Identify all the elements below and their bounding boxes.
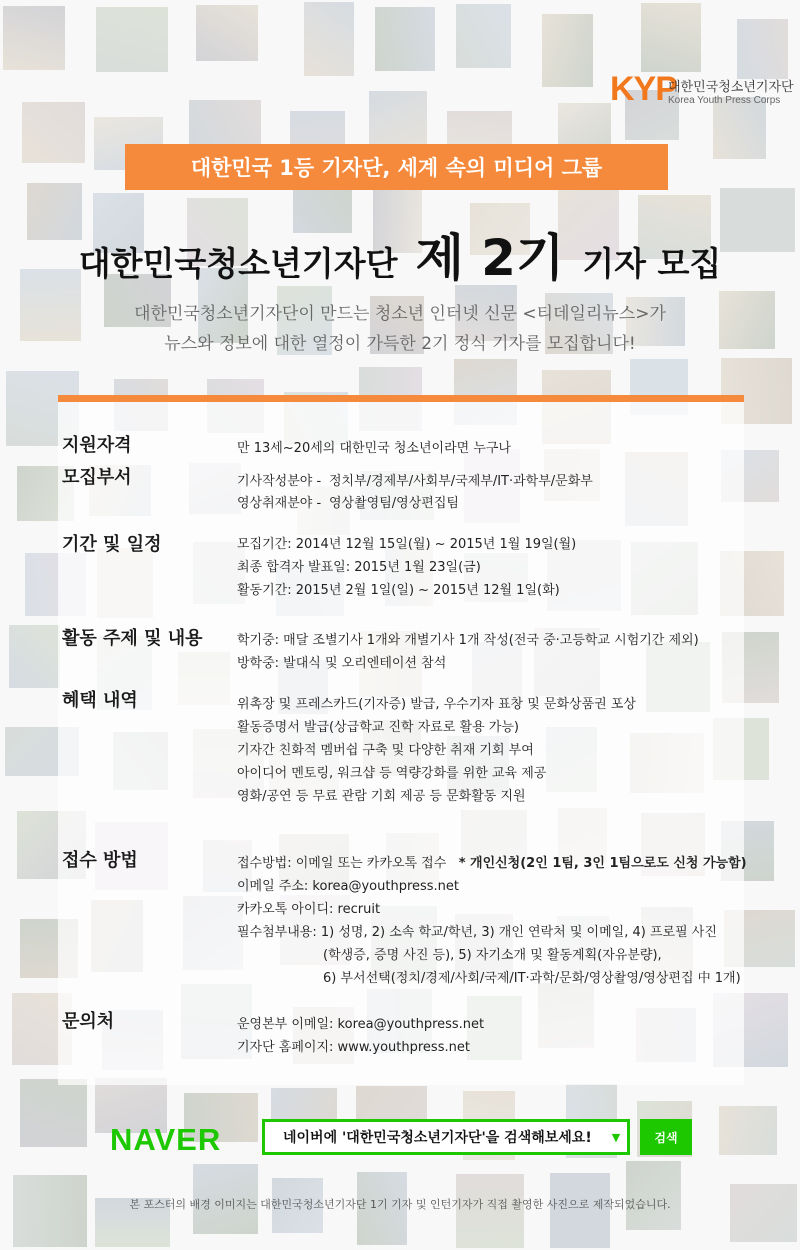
kyp-logo: KYP	[610, 70, 677, 108]
department-value: 영상촬영팀/영상편집팀	[329, 496, 459, 511]
benefit-line: 위촉장 및 프레스카드(기자증) 발급, 우수기자 표창 및 문화상품권 포상	[237, 697, 636, 712]
label-eligibility: 지원자격	[62, 435, 132, 456]
logo-name-en: Korea Youth Press Corps	[668, 95, 781, 106]
benefit-line: 아이디어 멘토링, 워크샵 등 역량강화를 위한 교육 제공	[237, 766, 547, 781]
apply-method	[237, 852, 747, 871]
department-row-writing	[237, 470, 593, 489]
orange-divider	[58, 395, 744, 402]
department-name: 영상취재분야 -	[237, 496, 322, 511]
logo-name-ko: 대한민국청소년기자단	[668, 80, 794, 95]
title-recruit: 기자 모집	[582, 244, 722, 283]
activity-line: 방학중: 발대식 및 오리엔테이션 참석	[237, 656, 447, 671]
apply-method-text: 접수방법: 이메일 또는 카카오톡 접수	[237, 856, 447, 871]
naver-search-box[interactable]	[262, 1119, 630, 1155]
chevron-down-icon[interactable]: ▼	[611, 1130, 621, 1144]
label-schedule: 기간 및 일정	[62, 534, 162, 555]
department-row-video	[237, 492, 459, 511]
intro-line-2: 뉴스와 정보에 대한 열정이 가득한 2기 정식 기자를 모집합니다!	[164, 334, 636, 354]
page-title	[0, 218, 800, 290]
schedule-line: 모집기간: 2014년 12월 15일(월) ~ 2015년 1월 19일(월)	[237, 537, 577, 552]
benefit-line: 활동증명서 발급(상급학교 진학 자료로 활용 가능)	[237, 720, 519, 735]
label-apply: 접수 방법	[62, 850, 138, 871]
apply-email: 이메일 주소: korea@youthpress.net	[237, 879, 460, 894]
intro-line-1: 대한민국청소년기자단이 만드는 청소년 인터넷 신문 <티데일리뉴스>가	[134, 304, 666, 324]
tagline-banner: 대한민국 1등 기자단, 세계 속의 미디어 그룹	[125, 144, 668, 190]
apply-required: 6) 부서선택(정치/경제/사회/국제/IT·과학/문화/영상촬영/영상편집 中 1개)	[323, 971, 741, 986]
apply-required: 필수첨부내용: 1) 성명, 2) 소속 학교/학년, 3) 개인 연락처 및 이메일, 4) 프로필 사진	[237, 925, 717, 940]
label-benefits: 혜택 내역	[62, 690, 138, 711]
schedule-line: 최종 합격자 발표일: 2015년 1월 23일(금)	[237, 560, 481, 575]
naver-search-button[interactable]: 검색	[640, 1119, 692, 1155]
label-activity: 활동 주제 및 내용	[62, 628, 203, 649]
benefit-line: 기자간 친화적 멤버쉽 구축 및 다양한 취재 기회 부여	[237, 743, 534, 758]
department-name: 기사작성분야 -	[237, 474, 322, 489]
footer-note: 본 포스터의 배경 이미지는 대한민국청소년기자단 1기 기자 및 인턴기자가 직접 촬영한 사진으로 제작되었습니다.	[129, 1198, 671, 1211]
apply-kakao: 카카오톡 아이디: recruit	[237, 902, 381, 917]
naver-search-query: 네이버에 '대한민국청소년기자단'을 검색해보세요!	[283, 1130, 592, 1146]
apply-note: * 개인신청(2인 1팀, 3인 1팀으로도 신청 가능함)	[458, 856, 747, 871]
label-departments: 모집부서	[62, 467, 132, 488]
department-value: 정치부/경제부/사회부/국제부/IT·과학부/문화부	[329, 474, 593, 489]
title-generation: 제 2기	[415, 229, 565, 287]
contact-line: 기자단 홈페이지: www.youthpress.net	[237, 1040, 470, 1055]
label-contact: 문의처	[62, 1011, 115, 1032]
activity-line: 학기중: 매달 조별기사 1개와 개별기사 1개 작성(전국 중·고등학교 시험기간 제외)	[237, 633, 699, 648]
eligibility-text: 만 13세~20세의 대한민국 청소년이라면 누구나	[237, 441, 511, 456]
benefit-line: 영화/공연 등 무료 관람 기회 제공 등 문화활동 지원	[237, 789, 526, 804]
naver-logo: NAVER	[110, 1122, 222, 1157]
title-org: 대한민국청소년기자단	[78, 244, 398, 283]
schedule-line: 활동기간: 2015년 2월 1일(일) ~ 2015년 12월 1일(화)	[237, 583, 560, 598]
apply-required: (학생증, 증명 사진 등), 5) 자기소개 및 활동계획(자유분량),	[323, 948, 662, 963]
contact-line: 운영본부 이메일: korea@youthpress.net	[237, 1017, 485, 1032]
